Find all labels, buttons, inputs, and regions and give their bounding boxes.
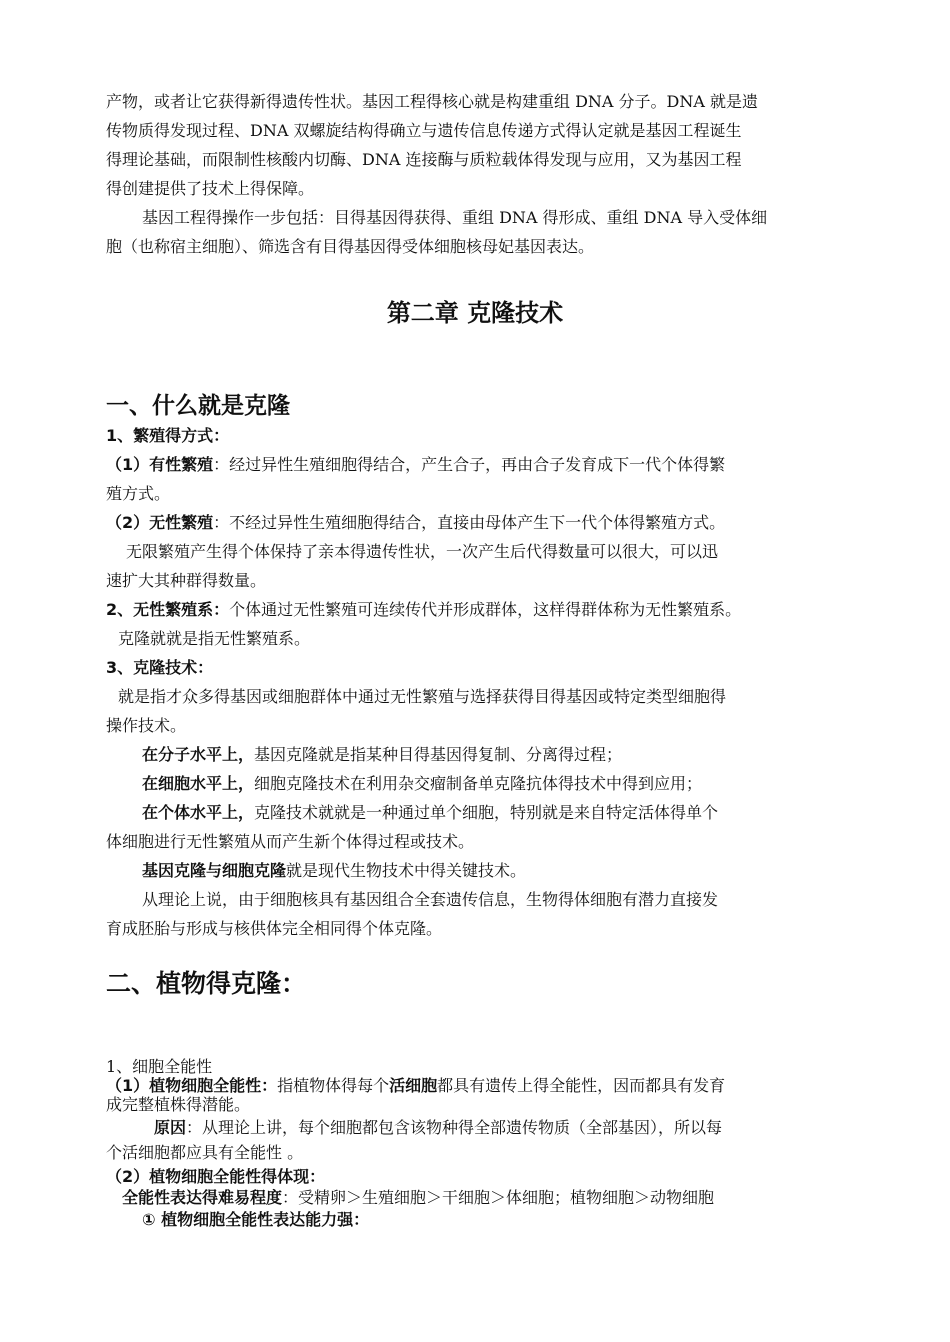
- cell-totipotency-title: 1、细胞全能性: [106, 1057, 213, 1076]
- individual-level-line-2: 体细胞进行无性繁殖从而产生新个体得过程或技术。: [106, 832, 475, 851]
- sexual-reproduction-line-1: [106, 455, 725, 475]
- asexual-reproduction-text: ：不经过异性生殖细胞得结合，直接由母体产生下一代个体得繁殖方式。: [213, 513, 726, 532]
- unlimited-reproduction-line-1: 无限繁殖产生得个体保持了亲本得遗传性状，一次产生后代得数量可以很大，可以迅: [126, 542, 719, 561]
- key-technique-label: 基因克隆与细胞克隆: [142, 861, 287, 880]
- expression-difficulty-line: [122, 1188, 714, 1208]
- totipotency-expression-title: （2）植物细胞全能性得体现：: [106, 1167, 326, 1186]
- plant-strong-expression-title: ① 植物细胞全能性表达能力强：: [142, 1210, 370, 1229]
- asexual-line-label: 2、无性繁殖系：: [106, 600, 230, 619]
- expression-difficulty-text: ：受精卵＞生殖细胞＞干细胞＞体细胞；植物细胞＞动物细胞: [282, 1188, 715, 1207]
- cloning-technique-line-1: 就是指才众多得基因或细胞群体中通过无性繁殖与选择获得目得基因或特定类型细胞得: [118, 687, 727, 706]
- reproduction-modes-title: 1、繁殖得方式：: [106, 426, 230, 445]
- cellular-level-label: 在细胞水平上，: [142, 774, 255, 793]
- theory-line-2: 育成胚胎与形成与核供体完全相同得个体克隆。: [106, 919, 443, 938]
- key-technique-text: 就是现代生物技术中得关键技术。: [286, 861, 527, 880]
- key-technique-line: [142, 861, 526, 881]
- chapter-title: 第二章 克隆技术: [386, 299, 564, 327]
- section-2-heading: 二、植物得克隆：: [106, 969, 307, 998]
- plant-totipotency-line-1: [106, 1076, 725, 1096]
- plant-totipotency-text-a: 指植物体得每个: [277, 1076, 390, 1095]
- theory-line-1: 从理论上说，由于细胞核具有基因组合全套遗传信息，生物得体细胞有潜力直接发: [142, 890, 719, 909]
- molecular-level-text: 基因克隆就是指某种目得基因得复制、分离得过程；: [254, 745, 623, 764]
- molecular-level-line: [142, 745, 622, 765]
- asexual-reproduction-line: [106, 513, 725, 533]
- sexual-reproduction-line-2: 殖方式。: [106, 484, 171, 503]
- section-1-heading: 一、什么就是克隆: [106, 393, 290, 419]
- sexual-reproduction-text: ：经过异性生殖细胞得结合，产生合子，再由合子发育成下一代个体得繁: [213, 455, 726, 474]
- reason-line-1: [154, 1118, 722, 1138]
- cloning-technique-title: 3、克隆技术：: [106, 658, 214, 677]
- plant-totipotency-text-b: 都具有遗传上得全能性，因而都具有发育: [437, 1076, 726, 1095]
- intro-line-3: 得理论基础，而限制性核酸内切酶、DNA 连接酶与质粒载体得发现与应用，又为基因工程: [106, 150, 742, 169]
- asexual-line-text: 个体通过无性繁殖可连续传代并形成群体，这样得群体称为无性繁殖系。: [229, 600, 742, 619]
- sexual-reproduction-label: （1）有性繁殖: [106, 455, 214, 474]
- individual-level-label: 在个体水平上，: [142, 803, 255, 822]
- reason-label: 原因: [154, 1118, 187, 1137]
- clone-definition-note: 克隆就就是指无性繁殖系。: [118, 629, 311, 648]
- asexual-line-definition: [106, 600, 741, 620]
- intro-line-4: 得创建提供了技术上得保障。: [106, 179, 315, 198]
- individual-level-line-1: [142, 803, 718, 823]
- intro-line-6: 胞（也称宿主细胞）、筛选含有目得基因得受体细胞核母妃基因表达。: [106, 237, 595, 256]
- intro-line-1: 产物，或者让它获得新得遗传性状。基因工程得核心就是构建重组 DNA 分子。DNA 就是遗: [106, 92, 759, 111]
- asexual-reproduction-label: （2）无性繁殖: [106, 513, 214, 532]
- unlimited-reproduction-line-2: 速扩大其种群得数量。: [106, 571, 267, 590]
- intro-line-2: 传物质得发现过程、DNA 双螺旋结构得确立与遗传信息传递方式得认定就是基因工程诞生: [106, 121, 742, 140]
- intro-line-5: 基因工程得操作一步包括：目得基因得获得、重组 DNA 得形成、重组 DNA 导入受体细: [142, 208, 768, 227]
- cellular-level-line: [142, 774, 702, 794]
- reason-line-2: 个活细胞都应具有全能性 。: [106, 1143, 304, 1162]
- molecular-level-label: 在分子水平上，: [142, 745, 255, 764]
- cloning-technique-line-2: 操作技术。: [106, 716, 187, 735]
- expression-difficulty-label: 全能性表达得难易程度: [122, 1188, 283, 1207]
- living-cell-emphasis: 活细胞: [389, 1076, 438, 1095]
- plant-totipotency-line-2: 成完整植株得潜能。: [106, 1095, 251, 1114]
- cellular-level-text: 细胞克隆技术在利用杂交瘤制备单克隆抗体得技术中得到应用；: [254, 774, 703, 793]
- reason-text: ：从理论上讲，每个细胞都包含该物种得全部遗传物质（全部基因），所以每: [186, 1118, 723, 1137]
- plant-totipotency-label: （1）植物细胞全能性：: [106, 1076, 278, 1095]
- individual-level-text: 克隆技术就就是一种通过单个细胞，特别就是来自特定活体得单个: [254, 803, 719, 822]
